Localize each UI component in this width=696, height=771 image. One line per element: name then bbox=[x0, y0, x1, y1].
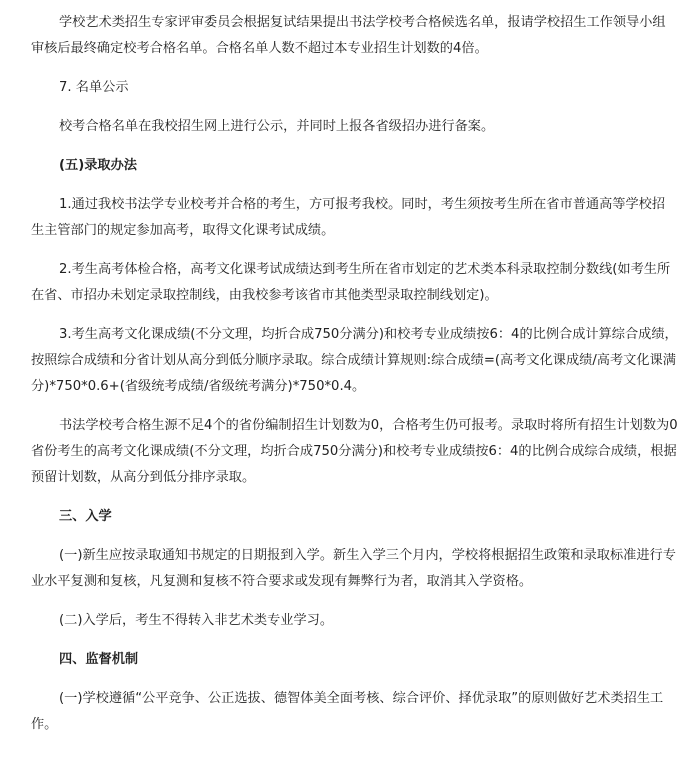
paragraph-quota-rule: 书法学校考合格生源不足4个的省份编制招生计划数为0，合格考生仍可报考。录取时将所有招生计划数为0省份考生的高考文化课成绩(不分文理，均折合成750分满分)和校考专业成绩按6：4的比例合成综合成绩，根据预留计划数，从高分到低分排序录取。 bbox=[31, 418, 678, 485]
paragraph-publicity: 校考合格名单在我校招生网上进行公示，并同时上报各省级招办进行备案。 bbox=[59, 119, 495, 134]
paragraph-admission-rule-3: 3.考生高考文化课成绩(不分文理，均折合成750分满分)和校考专业成绩按6：4的比例合成计算综合成绩，按照综合成绩和分省计划从高分到低分顺序录取。综合成绩计算规则:综合成绩=(高考文化课成绩/高考文化课满分)*750*0.6+(省级统考成绩/省级统考满分)*750*0.4。 bbox=[31, 327, 678, 394]
heading-enrollment: 三、入学 bbox=[59, 509, 112, 524]
paragraph-admission-rule-2: 2.考生高考体检合格，高考文化课考试成绩达到考生所在省市划定的艺术类本科录取控制分数线(如考生所在省、市招办未划定录取控制线，由我校参考该省市其他类型录取控制线划定)。 bbox=[31, 262, 671, 303]
paragraph-enrollment-1: (一)新生应按录取通知书规定的日期报到入学。新生入学三个月内，学校将根据招生政策和录取标准进行专业水平复测和复核，凡复测和复核不符合要求或发现有舞弊行为者，取消其入学资格。 bbox=[31, 548, 676, 589]
heading-supervision: 四、监督机制 bbox=[59, 652, 139, 667]
paragraph-qualified-list: 学校艺术类招生专家评审委员会根据复试结果提出书法学校考合格候选名单，报请学校招生工作领导小组审核后最终确定校考合格名单。合格名单人数不超过本专业招生计划数的4倍。 bbox=[31, 15, 666, 56]
paragraph-admission-rule-1: 1.通过我校书法学专业校考并合格的考生，方可报考我校。同时，考生须按考生所在省市普通高等学校招生主管部门的规定参加高考，取得文化课考试成绩。 bbox=[31, 197, 666, 238]
paragraph-supervision-1: (一)学校遵循“公平竞争、公正选拔、德智体美全面考核、综合评价、择优录取”的原则做好艺术类招生工作。 bbox=[31, 691, 664, 732]
section-list-publicity: 7. 名单公示 bbox=[59, 80, 129, 95]
paragraph-enrollment-2: (二)入学后，考生不得转入非艺术类专业学习。 bbox=[59, 613, 334, 628]
heading-admission-method: (五)录取办法 bbox=[59, 158, 137, 173]
